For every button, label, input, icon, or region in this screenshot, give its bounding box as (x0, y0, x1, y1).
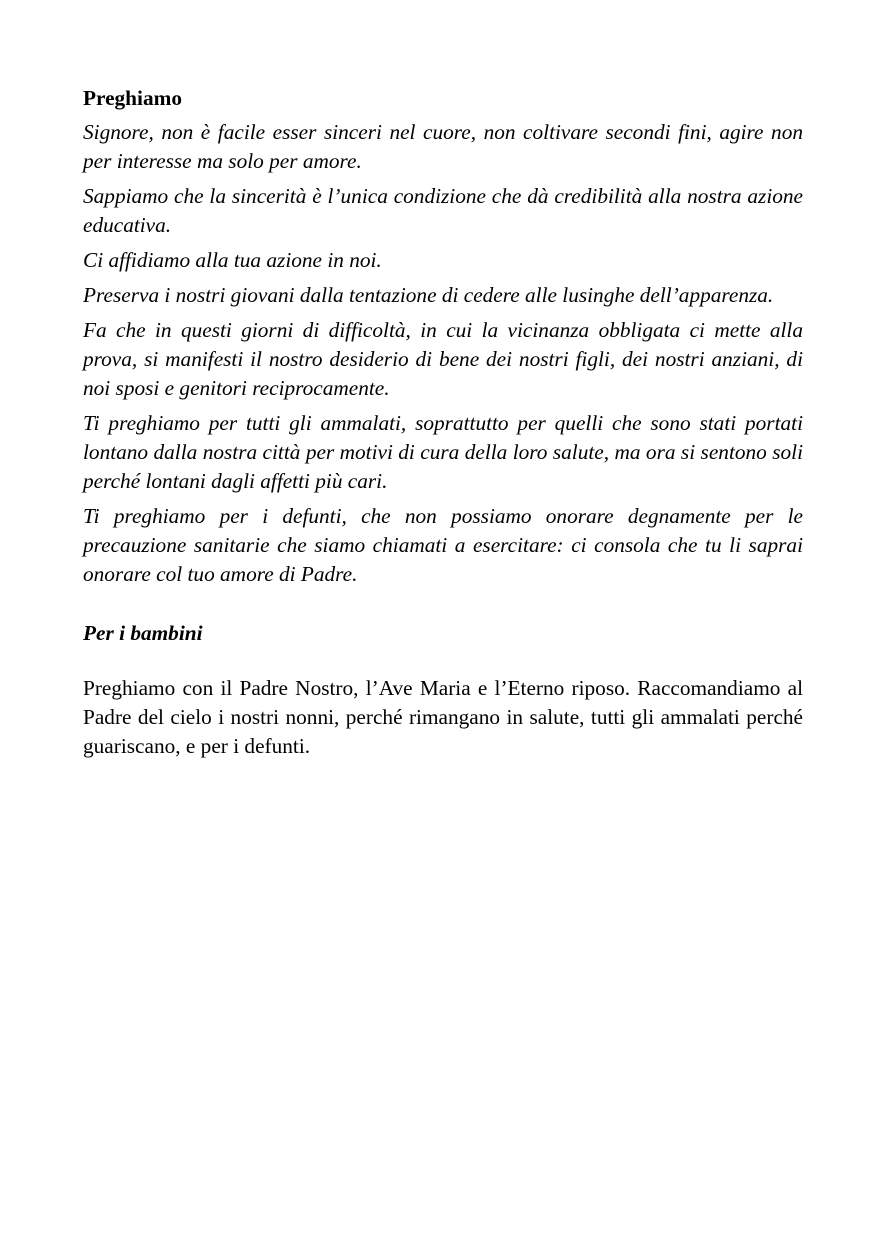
section-heading-bambini: Per i bambini (83, 621, 203, 645)
section-heading-preghiamo: Preghiamo (83, 86, 182, 110)
prayer-paragraph-1: Signore, non è facile esser sinceri nel cuore, non coltivare secondi fini, agire non per interesse ma solo per amore. (83, 120, 803, 173)
prayer-paragraph-5: Fa che in questi giorni di difficoltà, in cui la vicinanza obbligata ci mette alla prova, si manifesti il nostro desiderio di bene dei nostri figli, dei nostri anziani, di noi sposi e genitori reciprocamente. (83, 318, 803, 400)
children-paragraph: Preghiamo con il Padre Nostro, l’Ave Maria e l’Eterno riposo. Raccomandiamo al Padre del cielo i nostri nonni, perché rimangano in salute, tutti gli ammalati perché guariscano, e per i defunti. (83, 676, 803, 758)
prayer-paragraph-2: Sappiamo che la sincerità è l’unica condizione che dà credibilità alla nostra azione educativa. (83, 184, 803, 237)
prayer-paragraph-6: Ti preghiamo per tutti gli ammalati, soprattutto per quelli che sono stati portati lontano dalla nostra città per motivi di cura della loro salute, ma ora si sentono soli perché lontani dagli affetti più cari. (83, 411, 803, 493)
prayer-paragraph-7: Ti preghiamo per i defunti, che non possiamo onorare degnamente per le precauzione sanitarie che siamo chiamati a esercitare: ci consola che tu li saprai onorare col tuo amore di Padre. (83, 504, 803, 586)
prayer-section (83, 118, 803, 589)
document-page (83, 84, 803, 761)
prayer-paragraph-3: Ci affidiamo alla tua azione in noi. (83, 248, 382, 272)
prayer-paragraph-4: Preserva i nostri giovani dalla tentazione di cedere alle lusinghe dell’apparenza. (83, 283, 774, 307)
